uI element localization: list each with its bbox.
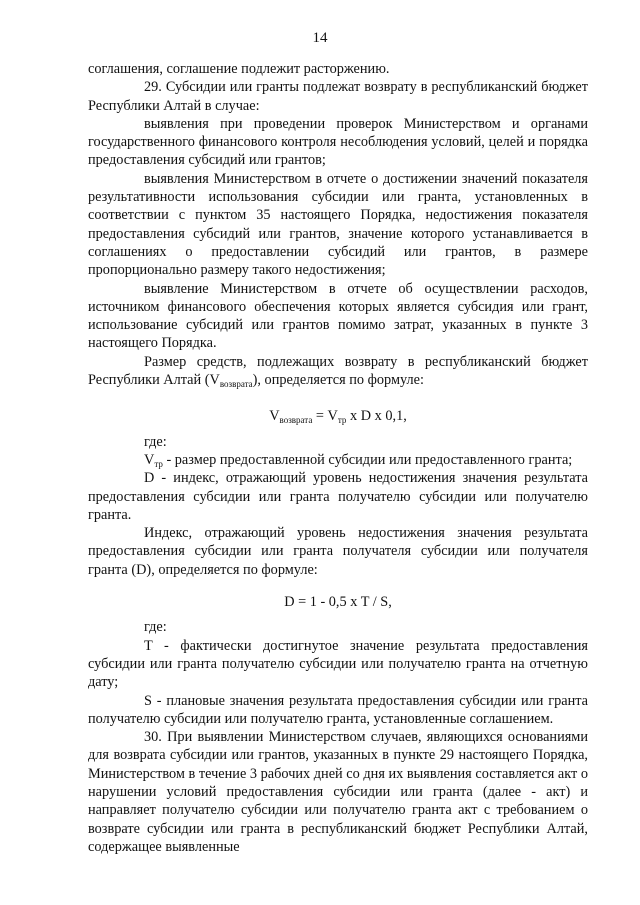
refund-text-b: ), определяется по формуле: [252,372,424,389]
formula-refund [88,407,588,425]
formula-sub-vozvrata: возврата [279,415,313,426]
paragraph-case-inspection: выявления при проведении проверок Министерством и органами государственного финансового контроля несоблюдения условий, целей и порядка предоставления субсидий или грантов; [88,115,588,169]
formula-end: x D x 0,1, [346,408,407,425]
formula-v: V [269,408,280,425]
vtr-subscript: тр [154,458,163,469]
formula-index: D = 1 - 0,5 x T / S, [284,594,392,611]
vtr-text: - размер предоставленной субсидии или предоставленного гранта; [162,451,573,468]
where-label-1: где: [144,433,167,450]
formula-mid: = V [312,408,338,425]
paragraph-case-expenses: выявление Министерством в отчете об осуществлении расходов, источником финансового обеспечения которых является субсидия или грант, использование субсидий или грантов помимо затрат, указанных в пункте 3 настоящего Порядка. [88,280,588,352]
definition-vtr [88,451,588,469]
paragraph-refund-amount [88,353,588,390]
paragraph-index: Индекс, отражающий уровень недостижения значения результата предоставления субсидии или гранта получателя субсидии или получателя гранта (D), определяется по формуле: [88,525,588,578]
where-label-2: где: [144,619,167,636]
refund-text-a: Размер средств, подлежащих возврату в республиканский бюджет Республики Алтай (V [88,353,588,389]
paragraph-case-indicator: выявления Министерством в отчете о достижении значений показателя результативности использования субсидии или гранта, установленных в соответствии с пунктом 35 настоящего Порядка, недостижения показателя предоставления субсидий или грантов, значение которого устанавливается в соглашениях о предоставлении субсидий или грантов, в размере пропорционально размеру такого недостижения; [88,170,588,279]
paragraph-continuation: соглашения, соглашение подлежит расторжению. [88,61,390,77]
document-body [88,60,588,856]
definition-t: T - фактически достигнутое значение результата предоставления субсидии или гранта получателю субсидии или получателю гранта на отчетную дату; [88,637,588,691]
definition-d: D - индекс, отражающий уровень недостижения значения результата предоставления субсидии или гранта получателю субсидии или получателю гранта. [88,470,588,523]
formula-sub-tr: тр [337,415,347,426]
definition-s: S - плановые значения результата предоставления субсидии или гранта получателю субсидии или получателю гранта, установленные соглашением. [88,692,588,727]
page-number: 14 [312,30,328,46]
refund-subscript: возврата [219,379,253,390]
paragraph-29: 29. Субсидии или гранты подлежат возврату в республиканский бюджет Республики Алтай в случае: [88,79,588,114]
paragraph-30: 30. При выявлении Министерством случаев, являющихся основаниями для возврата субсидии или грантов, указанных в пункте 29 настоящего Порядка, Министерством в течение 3 рабочих дней со дня их выявления составляется акт о нарушении условий предоставления субсидии или гранта (далее - акт) и направляет получателю субсидии или получателю гранта акт с требованием о возврате субсидии или гранта в республиканский бюджет Республики Алтай, содержащее выявленные [88,729,588,855]
vtr-symbol: V [144,451,155,468]
